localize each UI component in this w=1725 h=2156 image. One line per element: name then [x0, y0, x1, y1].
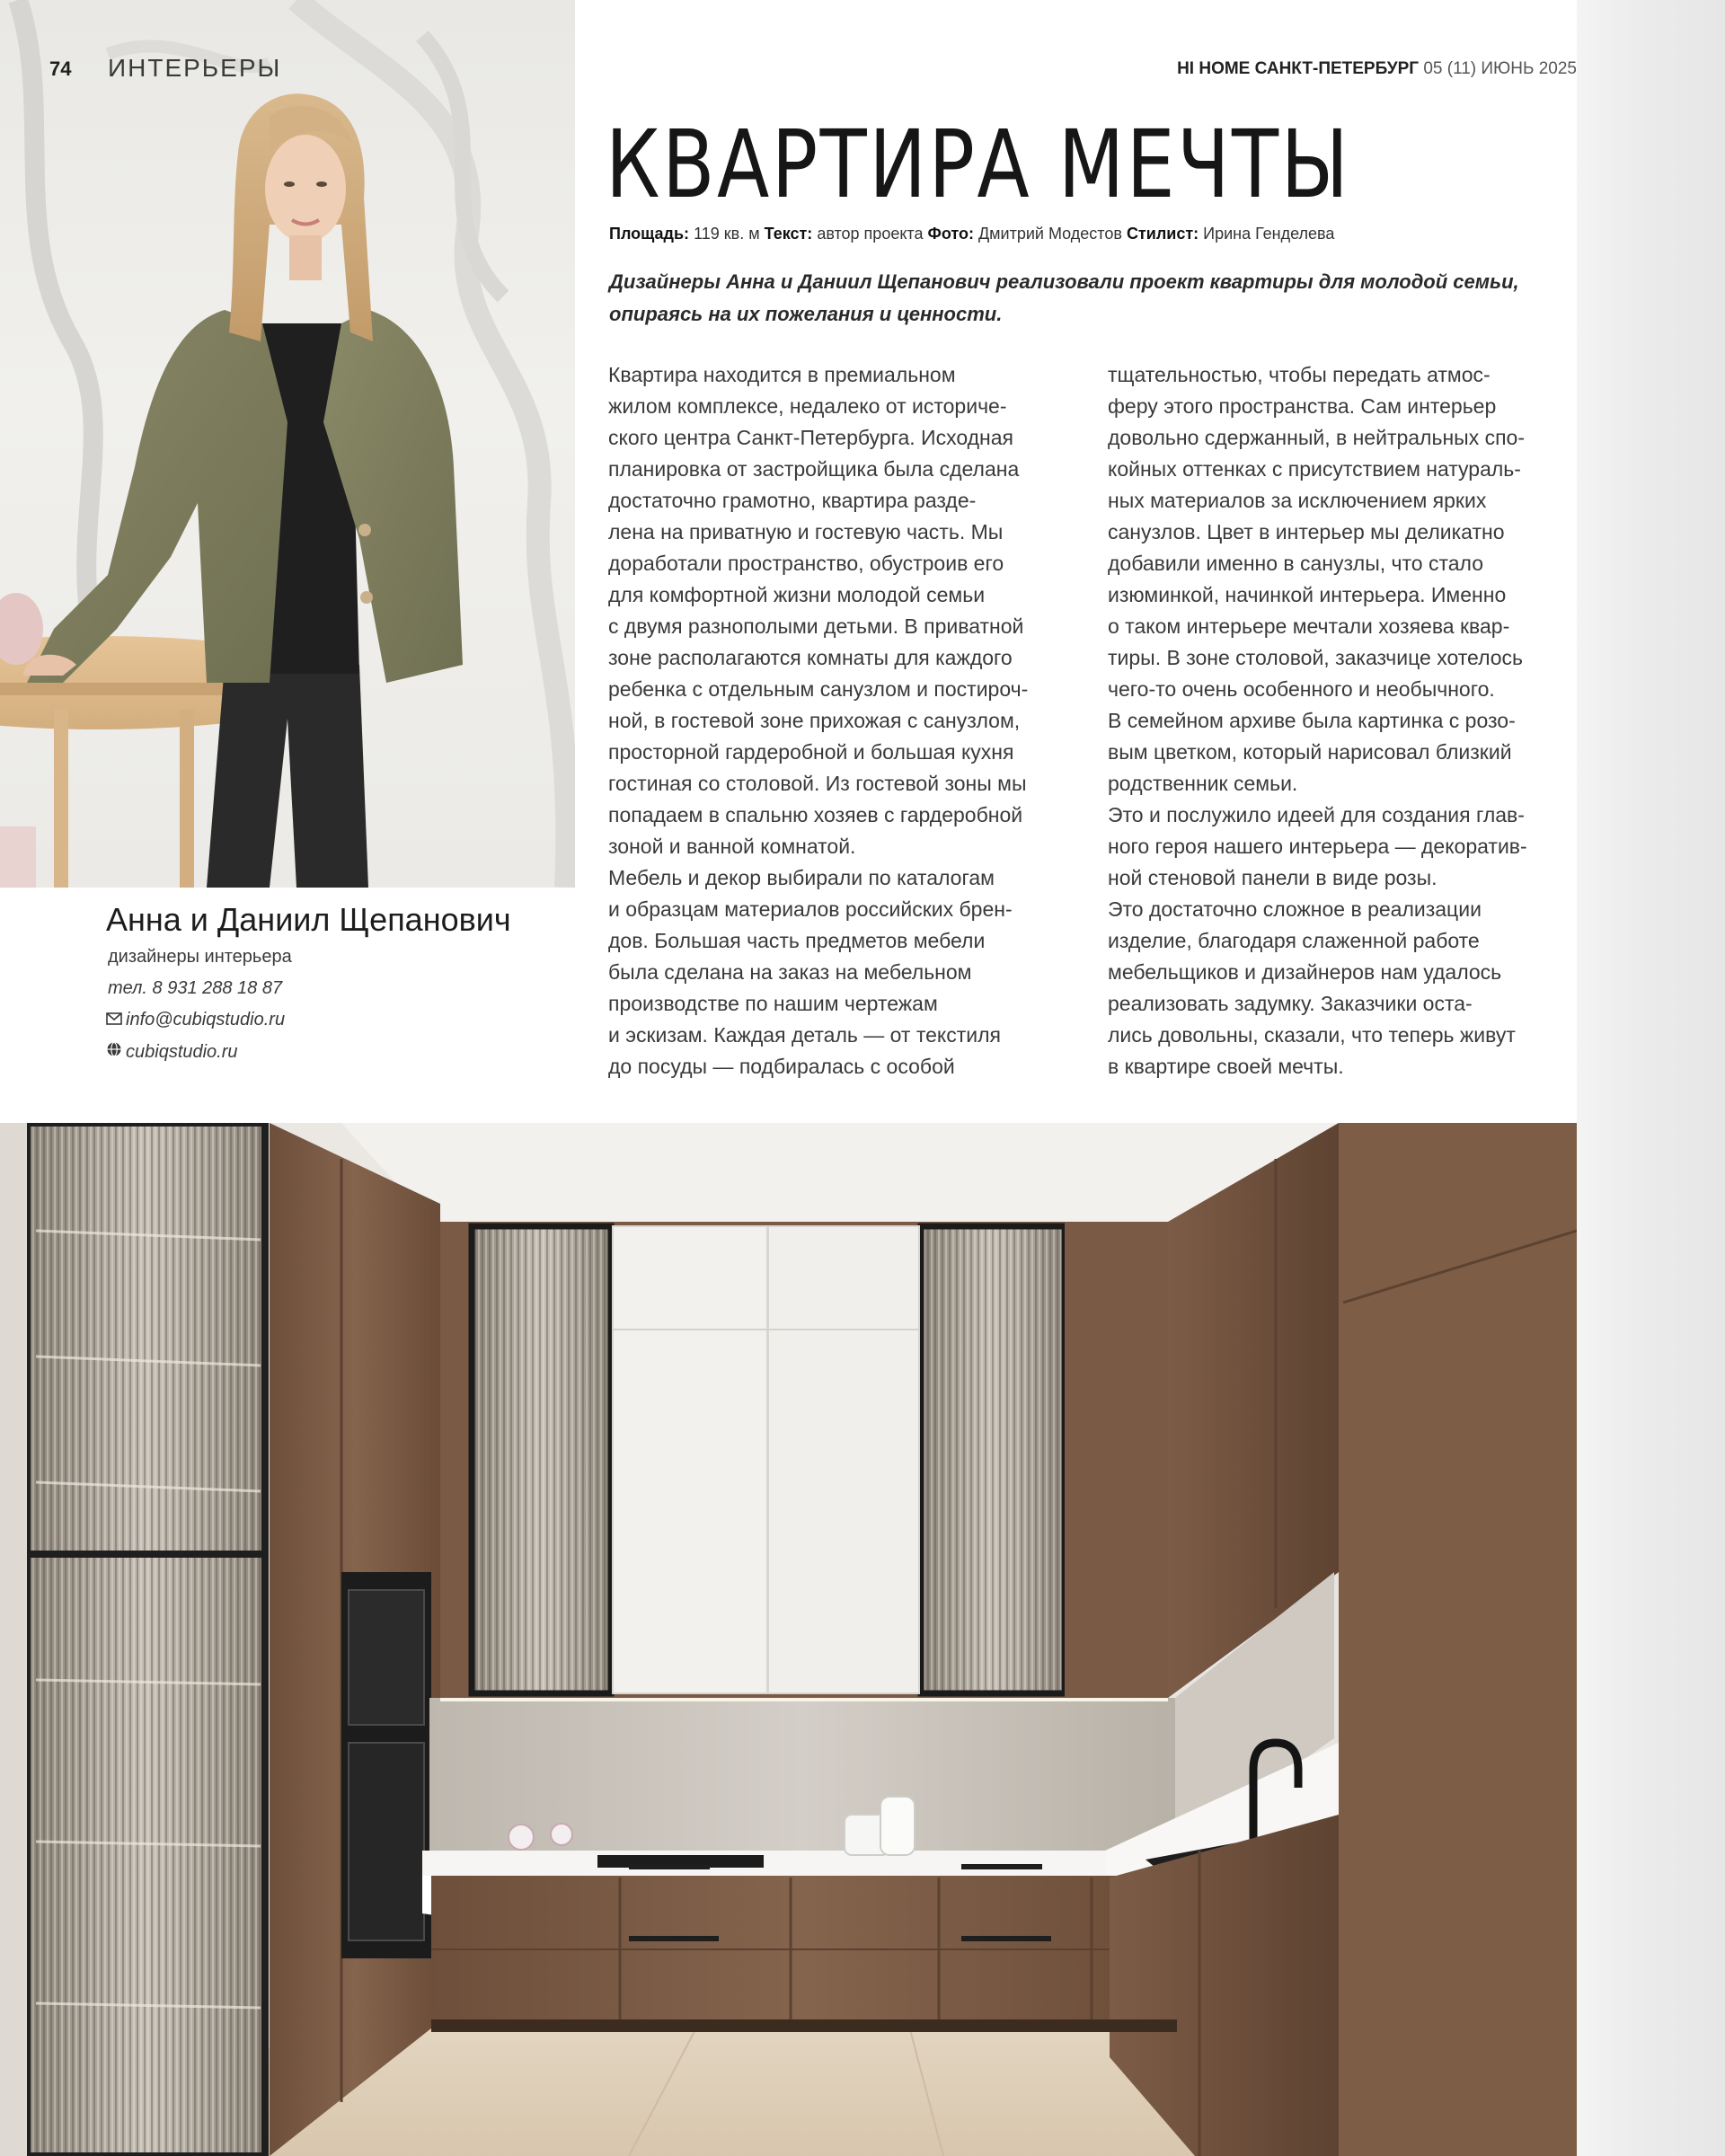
- stylist-label: Стилист:: [1126, 225, 1199, 243]
- column-left-text: Квартира находится в премиальном жилом комплексе, недалеко от историче- ского центра Санкт-Петербурга. Исходная планировка от застройщика была сделана достаточно грамотно, квартира разде- лена на приватную и гостевую часть. Мы доработали пространство, обустроив его для комфортной жизни молодой семьи с двумя разнополыми детьми. В приватной зоне располагаются комнаты для каждого ребенка с отдельным санузлом и постироч- ной, в гостевой зоне прихожая с санузлом, просторной гардеробной и большая кухня гостиная со столовой. Из гостевой зоны мы попадаем в спальню хозяев с гардеробной зоной и ванной комнатой. Мебель и декор выбирали по каталогам и образцам материалов российских брен- дов. Большая часть предметов мебели была сделана на заказ на мебельном производстве по нашим чертежам и эскизам. Каждая деталь — от текстиля до посуды — подбиралась с особой: [608, 363, 1029, 1078]
- column-right-text: тщательностью, чтобы передать атмос- феру этого пространства. Сам интерьер довольно сдержанный, в нейтральных спо- койных оттенках с присутствием натураль- ных материалов за исключением ярких санузлов. Цвет в интерьер мы деликатно добавили именно в санузлы, что стало изюминкой, начинкой интерьера. Именно о таком интерьере мечтали хозяева квар- тиры. В зоне столовой, заказчице хотелось чего-то очень особенного и необычного. В семейном архиве была картинка с розо- вым цветком, который нарисовал близкий родственник семьи. Это и послужило идеей для создания глав- ного героя нашего интерьера — декоратив- ной стеновой панели в виде розы. Это достаточно сложное в реализации изделие, благодаря слаженной работе мебельщиков и дизайнеров нам удалось реализовать задумку. Заказчики оста- лись довольны, сказали, что теперь живут в квартире своей мечты.: [1108, 363, 1527, 1078]
- section-title: ИНТЕРЬЕРЫ: [108, 54, 282, 82]
- article-lead: Дизайнеры Анна и Даниил Щепанович реализовали проект квартиры для молодой семьи, опираясь на их пожелания и ценности.: [609, 270, 1519, 325]
- stylist-value: Ирина Генделева: [1203, 225, 1335, 243]
- designer-website-row[interactable]: [106, 1041, 238, 1063]
- envelope-icon: [106, 1010, 122, 1030]
- designer-email[interactable]: info@cubiqstudio.ru: [126, 1010, 286, 1029]
- area-value: 119 кв. м: [694, 225, 760, 243]
- photo-label: Фото:: [927, 225, 974, 243]
- globe-icon: [106, 1041, 122, 1063]
- article-column-right: [1108, 359, 1575, 1082]
- article-credits: [609, 225, 1334, 243]
- magazine-name: HI HOME САНКТ-ПЕТЕРБУРГ: [1177, 59, 1420, 78]
- magazine-header: [1177, 59, 1577, 79]
- text-label: Текст:: [764, 225, 813, 243]
- article-title: КВАРТИРА МЕЧТЫ: [606, 110, 1351, 219]
- issue-info: 05 (11) ИЮНЬ 2025: [1423, 59, 1577, 78]
- article-column-left: [608, 359, 1093, 1082]
- area-label: Площадь:: [609, 225, 690, 243]
- kitchen-photo: [0, 1123, 1577, 2156]
- page-edge-shadow: [1577, 0, 1725, 2156]
- designer-role: дизайнеры интерьера: [108, 947, 292, 967]
- portrait-illustration: [0, 0, 575, 888]
- designer-phone: тел. 8 931 288 18 87: [108, 978, 283, 998]
- designer-website[interactable]: cubiqstudio.ru: [126, 1041, 238, 1062]
- designer-email-row[interactable]: [106, 1010, 285, 1030]
- designer-portrait-photo: [0, 0, 575, 888]
- kitchen-illustration: [0, 1123, 1577, 2156]
- photo-value: Дмитрий Модестов: [978, 225, 1122, 243]
- designer-name: Анна и Даниил Щепанович: [106, 901, 511, 938]
- text-value: автор проекта: [817, 225, 924, 243]
- page-number: 74: [49, 57, 72, 80]
